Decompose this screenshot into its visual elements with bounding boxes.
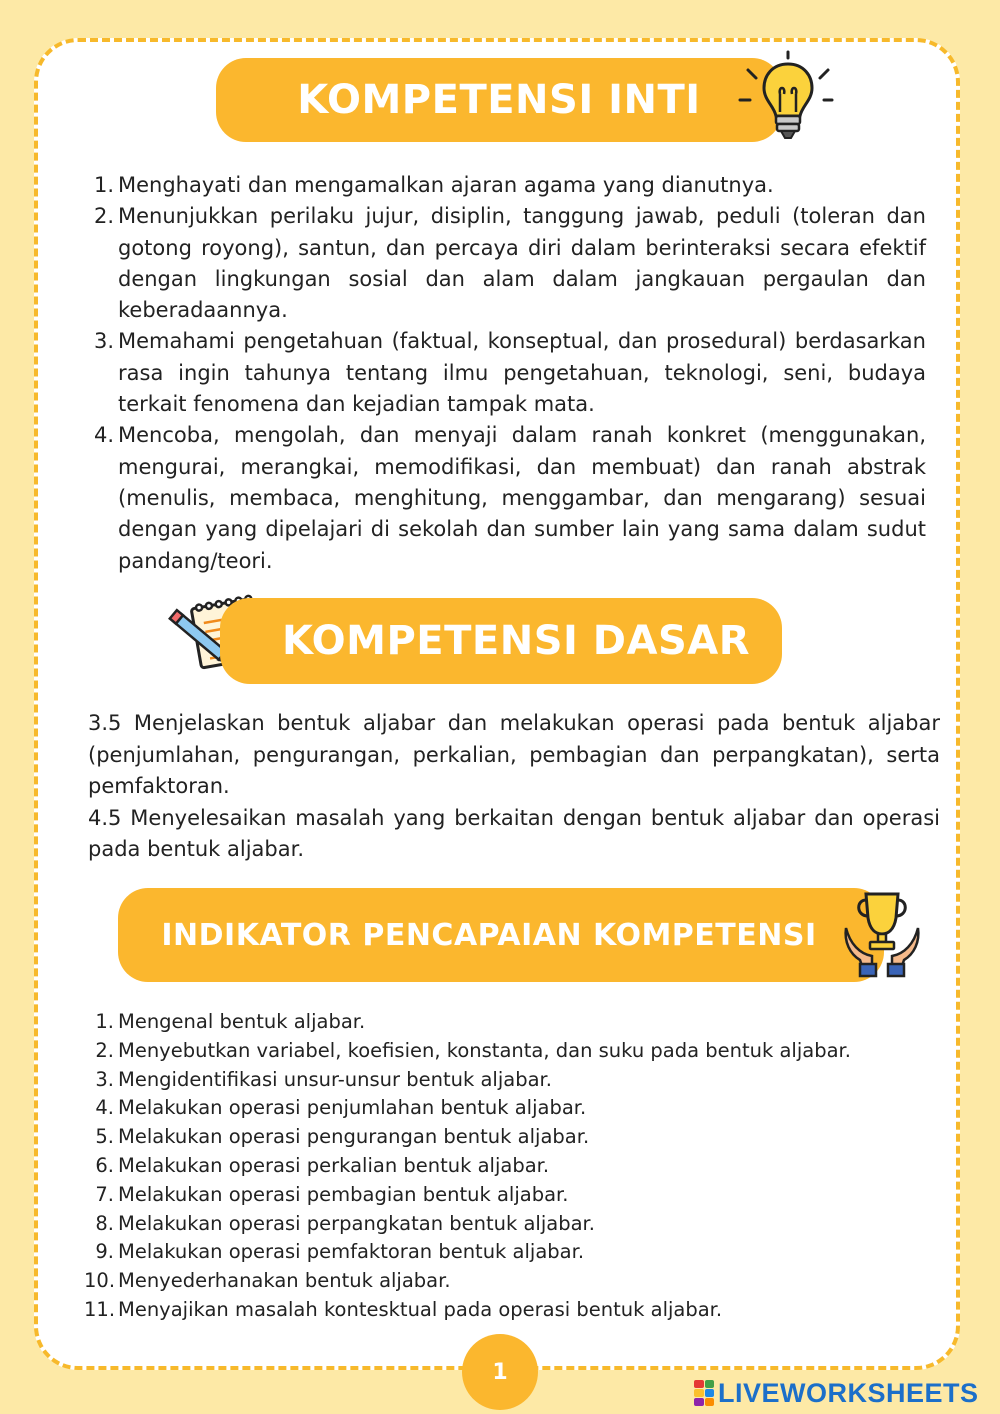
liveworksheets-watermark[interactable] <box>694 1376 979 1410</box>
kompetensi-dasar-item: 3.5 Menjelaskan bentuk aljabar dan melakukan operasi pada bentuk aljabar (penjumlahan, pengurangan, perkalian, pembagian dan perpangkatan), serta pemfaktoran. <box>88 711 940 798</box>
indikator-title: INDIKATOR PENCAPAIAN KOMPETENSI <box>118 888 884 982</box>
list-item: 3. Memahami pengetahuan (faktual, konseptual, dan prosedural) berdasarkan rasa ingin tahunya tentang ilmu pengetahuan, teknologi, seni, budaya terkait fenomena dan kejadian tampak mata. <box>93 329 926 417</box>
liveworksheets-logo-icon <box>694 1380 714 1406</box>
list-item: 10. Menyederhanakan bentuk aljabar. <box>84 1269 451 1293</box>
watermark-text: LIVEWORKSHEETS <box>718 1377 979 1408</box>
list-item: 6. Melakukan operasi perkalian bentuk aljabar. <box>95 1153 550 1177</box>
kompetensi-dasar-item: 4.5 Menyelesaikan masalah yang berkaitan dengan bentuk aljabar dan operasi pada bentuk aljabar. <box>88 805 940 861</box>
list-item: 7. Melakukan operasi pembagian bentuk aljabar. <box>95 1182 569 1206</box>
light-bulb-icon <box>734 50 834 144</box>
list-item: 2. Menunjukkan perilaku jujur, disiplin, tanggung jawab, peduli (toleran dan gotong royong), santun, dan percaya diri dalam berinteraksi secara efektif dengan lingkungan sosial dan alam dalam jangkauan pergaulan dan keberadaannya. <box>93 204 926 323</box>
kompetensi-inti-title: KOMPETENSI INTI <box>216 58 782 142</box>
list-item: 11. Menyajikan masalah kontesktual pada operasi bentuk aljabar. <box>84 1297 723 1321</box>
list-item: 5. Melakukan operasi pengurangan bentuk aljabar. <box>95 1125 590 1149</box>
list-item: 4. Mencoba, mengolah, dan menyaji dalam ranah konkret (menggunakan, mengurai, merangkai, memodifikasi, dan membuat) dan ranah abstrak (menulis, membaca, menghitung, menggambar, dan mengarang) sesuai dengan yang dipelajari di sekolah dan sumber lain yang sama dalam sudut pandang/teori. <box>93 423 926 573</box>
list-item: 1. Menghayati dan mengamalkan ajaran agama yang dianutnya. <box>93 173 774 197</box>
list-item: 1. Mengenal bentuk aljabar. <box>95 1010 366 1033</box>
indikator-list <box>84 1008 950 1325</box>
list-item: 2. Menyebutkan variabel, koefisien, konstanta, dan suku pada bentuk aljabar. <box>95 1038 851 1062</box>
trophy-hands-icon <box>842 888 922 978</box>
page-number: 1 <box>462 1334 538 1410</box>
list-item: 4. Melakukan operasi penjumlahan bentuk aljabar. <box>95 1096 587 1120</box>
list-item: 9. Melakukan operasi pemfaktoran bentuk aljabar. <box>95 1240 585 1264</box>
kompetensi-dasar-title: KOMPETENSI DASAR <box>220 598 782 684</box>
list-item: 3. Mengidentifikasi unsur-unsur bentuk aljabar. <box>95 1067 552 1091</box>
list-item: 8. Melakukan operasi perpangkatan bentuk aljabar. <box>95 1211 595 1235</box>
kompetensi-dasar-body <box>88 708 940 866</box>
kompetensi-inti-list <box>90 170 926 577</box>
